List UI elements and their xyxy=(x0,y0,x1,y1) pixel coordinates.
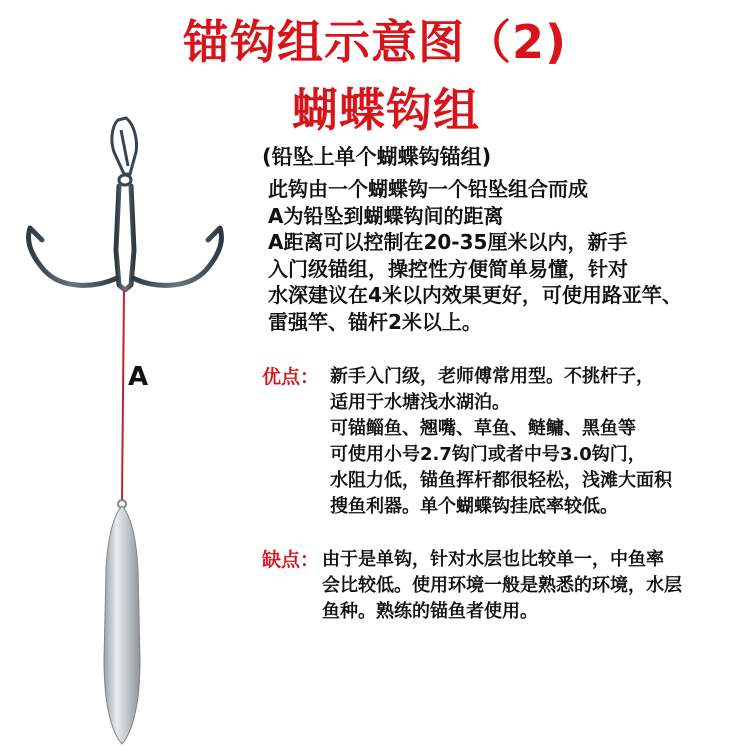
section-title: (铅坠上单个蝴蝶钩锚组) xyxy=(262,145,492,169)
cons-line: 会比较低。使用环境一般是熟悉的环境，水层 xyxy=(322,575,682,596)
description-line: 此钩由一个蝴蝶钩一个铅坠组合而成 xyxy=(268,177,588,201)
description xyxy=(268,176,682,335)
pros-line: 搜鱼利器。单个蝴蝶钩挂底率较低。 xyxy=(330,496,618,517)
leader-line xyxy=(122,290,124,500)
cons-line: 鱼种。熟练的锚鱼者使用。 xyxy=(322,601,538,622)
lead-sinker-icon xyxy=(104,506,140,744)
cons-line: 由于是单钩，针对水层也比较单一，中鱼率 xyxy=(322,549,664,570)
snap-swivel-icon xyxy=(112,118,137,185)
cons-label: 缺点： xyxy=(262,549,320,571)
distance-label: A xyxy=(128,362,149,392)
rig-illustration xyxy=(0,100,250,751)
pros-line: 适用于水塘浅水湖泊。 xyxy=(330,392,510,413)
description-line: A为铅坠到蝴蝶钩间的距离 xyxy=(268,203,504,228)
pros-line: 新手入门级，老师傅常用型。不挑杆子， xyxy=(330,366,654,387)
pros-line: 水阻力低，锚鱼挥杆都很轻松，浅滩大面积 xyxy=(330,470,672,491)
description-line: 雷强竿、锚杆2米以上。 xyxy=(268,309,482,334)
description-line: 水深建议在4米以内效果更好，可使用路亚竿、 xyxy=(268,283,682,307)
cons-list xyxy=(322,547,682,625)
pros-line: 可锚鲻鱼、翘嘴、草鱼、鲢鳙、黑鱼等 xyxy=(330,418,636,439)
butterfly-hook-icon xyxy=(29,186,222,290)
page-title: 锚钩组示意图（2) xyxy=(182,15,568,69)
pros-line: 可使用小号2.7钩门或者中号3.0钩门， xyxy=(330,444,646,465)
rig-name: 蝴蝶钩组 xyxy=(292,83,480,137)
description-line: A距离可以控制在20-35厘米以内，新手 xyxy=(268,230,628,254)
pros-label: 优点： xyxy=(262,366,320,388)
pros-list xyxy=(330,364,672,520)
description-line: 入门级锚组，操控性方便简单易懂，针对 xyxy=(268,256,628,281)
